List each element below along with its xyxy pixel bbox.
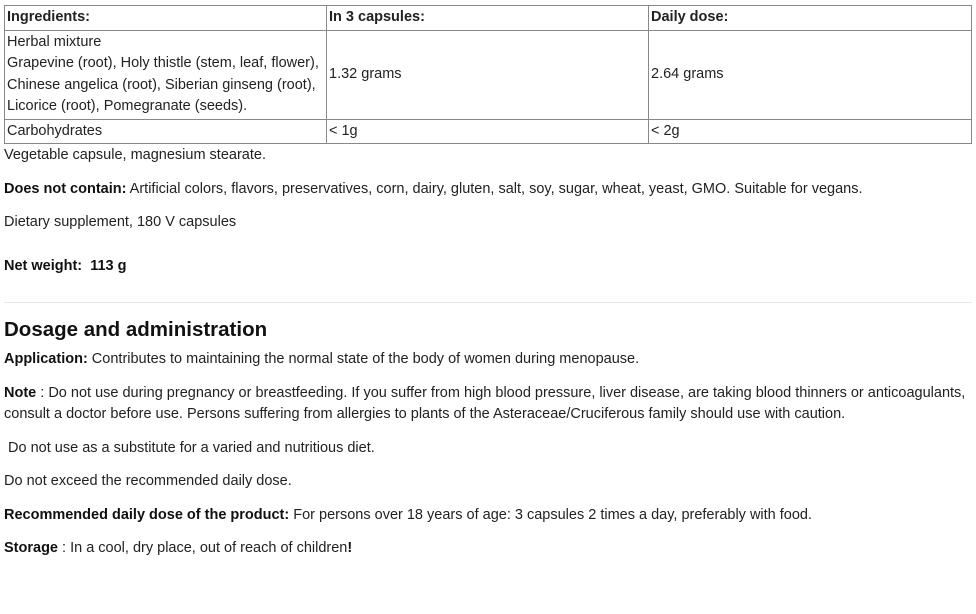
ingredients-table (4, 5, 972, 144)
exceed-warning: Do not exceed the recommended daily dose. (4, 473, 292, 489)
capsule-note: Vegetable capsule, magnesium stearate. (4, 147, 266, 163)
cell-in-3-capsules: 1.32 grams (327, 30, 649, 119)
recommended-dose (4, 505, 972, 527)
does-not-contain (4, 179, 972, 201)
ingredient-description: Grapevine (root), Holy thistle (stem, leaf, flower), Chinese angelica (root), Siberian ginseng (root), Licorice (root), Pomegranate (seeds). (7, 55, 319, 114)
storage (4, 538, 972, 560)
net-weight (4, 256, 972, 278)
application-text: Contributes to maintaining the normal state of the body of women during menopause. (87, 351, 640, 367)
table-row (5, 30, 972, 119)
substitute-warning: Do not use as a substitute for a varied and nutritious diet. (4, 439, 375, 456)
table-row (5, 119, 972, 144)
ingredient-name: Herbal mixture (7, 33, 102, 50)
header-in-3-capsules: In 3 capsules: (327, 6, 649, 31)
net-weight-label: Net weight: (4, 257, 83, 274)
header-ingredients: Ingredients: (5, 6, 327, 31)
ingredient-herbal-mixture (5, 30, 327, 119)
cell-in-3-capsules: < 1g (327, 119, 649, 144)
application (4, 349, 972, 371)
recommended-dose-label: Recommended daily dose of the product: (4, 506, 290, 523)
storage-label: Storage (4, 540, 58, 556)
recommended-dose-text: For persons over 18 years of age: 3 capsules 2 times a day, preferably with food. (289, 506, 813, 523)
does-not-contain-label: Does not contain: (4, 180, 127, 197)
note-text: : Do not use during pregnancy or breastfeeding. If you suffer from high blood pressure, liver disease, are taking blood thinners or anticoagulants, consult a doctor before use. Persons suffering from allergies to plants of the Asteraceae/Cruciferous family should use with caution. (4, 384, 966, 422)
application-label: Application: (4, 351, 88, 367)
storage-text: : In a cool, dry place, out of reach of children (58, 540, 348, 556)
section-title: Dosage and administration (4, 318, 268, 341)
net-weight-value: 113 g (90, 257, 127, 274)
dietary-supplement: Dietary supplement, 180 V capsules (4, 214, 237, 230)
table-header-row (5, 6, 972, 31)
note-label: Note (4, 384, 37, 401)
ingredient-carbohydrates: Carbohydrates (5, 119, 327, 144)
product-details (4, 5, 972, 560)
note (4, 383, 972, 426)
header-daily-dose: Daily dose: (649, 6, 972, 31)
cell-daily-dose: < 2g (649, 119, 972, 144)
does-not-contain-text: Artificial colors, flavors, preservatives, corn, dairy, gluten, salt, soy, sugar, wheat, yeast, GMO. Suitable for vegans. (126, 180, 863, 197)
section-divider (4, 302, 972, 303)
cell-daily-dose: 2.64 grams (649, 30, 972, 119)
storage-end: ! (347, 540, 353, 556)
